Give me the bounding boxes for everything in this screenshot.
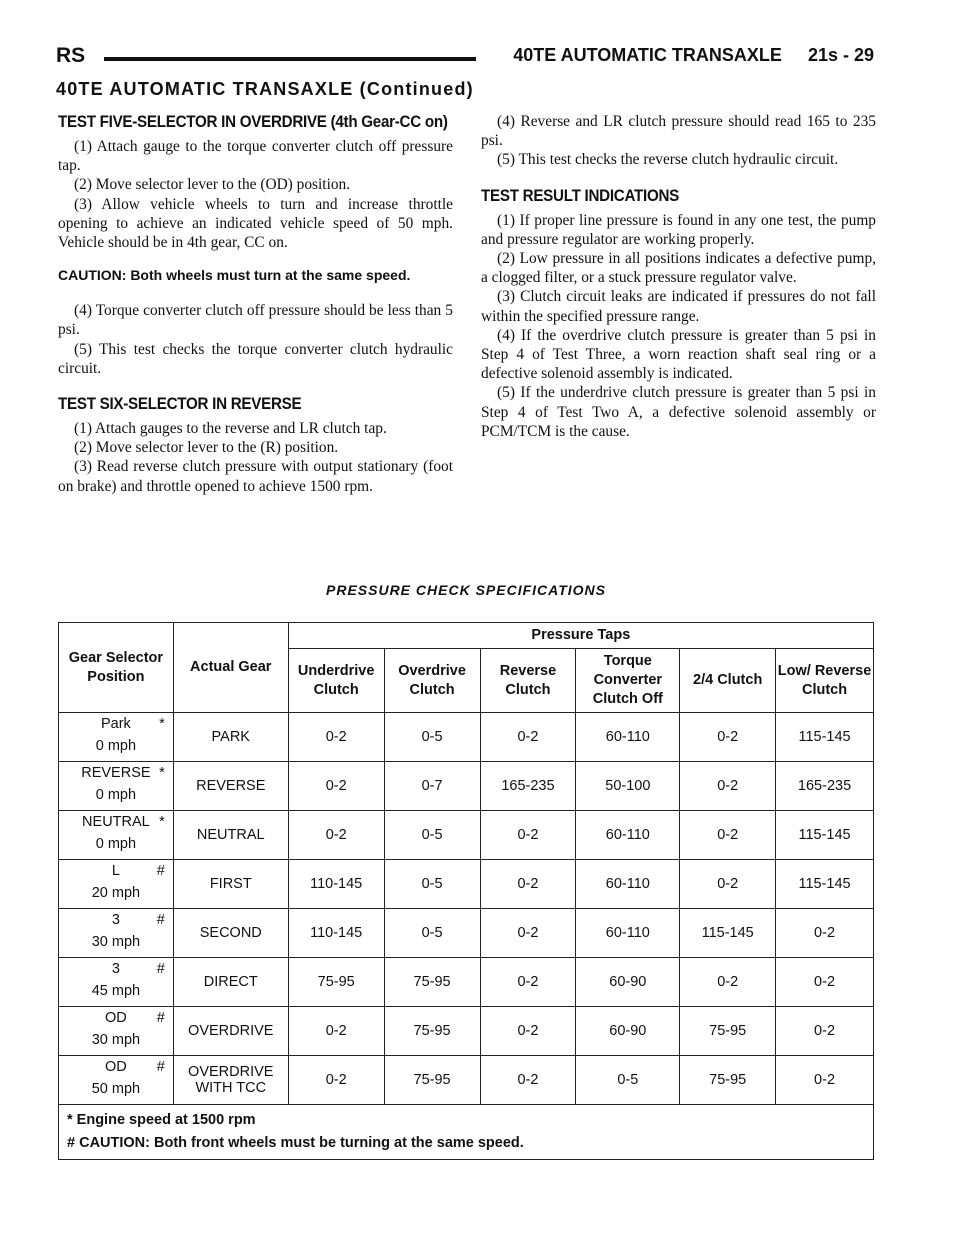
col-header: Torque Converter Clutch Off	[576, 649, 680, 713]
position-speed: 0 mph	[95, 836, 137, 852]
cell-pressure: 75-95	[384, 1007, 480, 1056]
position-name: REVERSE	[81, 765, 151, 781]
position-name: 3	[111, 912, 120, 928]
position-mark: #	[156, 1059, 165, 1075]
cell-pressure: 115-145	[776, 811, 874, 860]
table-row	[59, 909, 874, 958]
col-header: 2/4 Clutch	[680, 649, 776, 713]
continued-heading: 40TE AUTOMATIC TRANSAXLE (Continued)	[56, 79, 474, 99]
cell-pressure: 0-7	[384, 762, 480, 811]
position-speed: 0 mph	[95, 787, 137, 803]
position-speed: 45 mph	[91, 983, 141, 999]
result-item: (4) If the overdrive clutch pressure is greater than 5 psi in Step 4 of Test Three, a worn reaction shaft seal ring or a defective solenoid assembly is indicated.	[481, 326, 876, 383]
cell-position	[59, 1056, 174, 1105]
cell-pressure: 60-110	[576, 811, 680, 860]
cell-pressure: 0-2	[480, 860, 576, 909]
position-name: NEUTRAL	[82, 814, 150, 830]
cell-pressure: 110-145	[288, 909, 384, 958]
cell-pressure: 165-235	[480, 762, 576, 811]
cell-pressure: 115-145	[776, 713, 874, 762]
position-mark: #	[156, 961, 165, 977]
cell-pressure: 60-110	[576, 909, 680, 958]
table-row	[59, 762, 874, 811]
cell-actual-gear: NEUTRAL	[173, 811, 288, 860]
position-mark: #	[156, 1010, 165, 1026]
cell-pressure: 0-2	[480, 1056, 576, 1105]
cell-position	[59, 811, 174, 860]
header-rule	[104, 57, 476, 61]
position-mark: *	[159, 814, 165, 830]
cell-pressure: 0-2	[680, 762, 776, 811]
cell-pressure: 0-5	[384, 860, 480, 909]
cell-actual-gear: OVERDRIVE	[173, 1007, 288, 1056]
step: (5) This test checks the torque converter clutch hydraulic circuit.	[58, 340, 453, 377]
col-header: Overdrive Clutch	[384, 649, 480, 713]
cell-pressure: 75-95	[680, 1056, 776, 1105]
cell-pressure: 0-2	[680, 713, 776, 762]
test-five-heading: TEST FIVE-SELECTOR IN OVERDRIVE (4th Gear-CC on)	[58, 113, 448, 131]
cell-pressure: 60-110	[576, 713, 680, 762]
result-item: (5) If the underdrive clutch pressure is greater than 5 psi in Step 4 of Test Two A, a defective solenoid assembly or PCM/TCM is the cause.	[481, 384, 876, 440]
step: (4) Reverse and LR clutch pressure should read 165 to 235 psi.	[481, 113, 876, 150]
table-row	[59, 860, 874, 909]
left-column	[58, 112, 453, 496]
step: (1) Attach gauges to the reverse and LR clutch tap.	[74, 420, 387, 438]
cell-position	[59, 860, 174, 909]
step: (1) Attach gauge to the torque converter clutch off pressure tap.	[58, 138, 453, 175]
step: (3) Read reverse clutch pressure with output stationary (foot on brake) and throttle opened to achieve 1500 rpm.	[58, 458, 453, 495]
cell-pressure: 75-95	[384, 958, 480, 1007]
cell-pressure: 0-5	[576, 1056, 680, 1105]
position-name: L	[111, 863, 120, 879]
result-item: (2) Low pressure in all positions indicates a defective pump, a clogged filter, or a stuck pressure regulator valve.	[481, 250, 876, 287]
col-header: Low/ Reverse Clutch	[776, 649, 874, 713]
cell-pressure: 165-235	[776, 762, 874, 811]
table-footnotes	[59, 1105, 874, 1160]
cell-pressure: 0-2	[776, 1007, 874, 1056]
col-header-taps: Pressure Taps	[288, 623, 873, 649]
cell-pressure: 0-2	[680, 958, 776, 1007]
position-speed: 0 mph	[95, 738, 137, 754]
cell-position	[59, 1007, 174, 1056]
test-results-heading: TEST RESULT INDICATIONS	[481, 186, 680, 205]
col-header-actual: Actual Gear	[173, 623, 288, 713]
cell-pressure: 0-2	[776, 909, 874, 958]
step: (5) This test checks the reverse clutch hydraulic circuit.	[497, 151, 839, 169]
cell-pressure: 0-2	[480, 1007, 576, 1056]
cell-pressure: 60-90	[576, 958, 680, 1007]
footnote: * Engine speed at 1500 rpm	[67, 1112, 256, 1128]
cell-actual-gear: REVERSE	[173, 762, 288, 811]
cell-actual-gear: SECOND	[173, 909, 288, 958]
header-title	[513, 45, 874, 66]
cell-position	[59, 762, 174, 811]
position-speed: 30 mph	[91, 934, 141, 950]
cell-pressure: 0-2	[776, 958, 874, 1007]
col-header: Reverse Clutch	[480, 649, 576, 713]
cell-pressure: 75-95	[384, 1056, 480, 1105]
cell-pressure: 0-2	[480, 713, 576, 762]
cell-pressure: 75-95	[288, 958, 384, 1007]
cell-pressure: 115-145	[776, 860, 874, 909]
cell-pressure: 0-2	[776, 1056, 874, 1105]
step: (3) Allow vehicle wheels to turn and increase throttle opening to achieve an indicated vehicle speed of 50 mph. Vehicle should be in 4th gear, CC on.	[58, 195, 453, 252]
section-code: RS	[56, 44, 86, 67]
cell-pressure: 0-2	[680, 811, 776, 860]
step: (2) Move selector lever to the (OD) position.	[74, 176, 351, 194]
test-six-heading: TEST SIX-SELECTOR IN REVERSE	[58, 395, 302, 414]
pressure-spec-table	[58, 622, 874, 1160]
col-header: Underdrive Clutch	[288, 649, 384, 713]
cell-actual-gear: DIRECT	[173, 958, 288, 1007]
position-mark: *	[159, 765, 165, 781]
step: (4) Torque converter clutch off pressure should be less than 5 psi.	[58, 302, 453, 339]
position-speed: 30 mph	[91, 1032, 141, 1048]
cell-pressure: 60-90	[576, 1007, 680, 1056]
cell-pressure: 0-5	[384, 909, 480, 958]
cell-pressure: 75-95	[680, 1007, 776, 1056]
cell-pressure: 0-2	[480, 811, 576, 860]
cell-pressure: 0-5	[384, 713, 480, 762]
position-mark: *	[159, 716, 165, 732]
cell-pressure: 0-2	[288, 762, 384, 811]
right-column	[481, 112, 876, 441]
result-item: (1) If proper line pressure is found in any one test, the pump and pressure regulator are working properly.	[481, 211, 876, 248]
cell-pressure: 0-5	[384, 811, 480, 860]
result-item: (3) Clutch circuit leaks are indicated if pressures do not fall within the specified pressure range.	[481, 288, 876, 325]
col-header-gear: Gear Selector Position	[59, 623, 174, 713]
step: (2) Move selector lever to the (R) position.	[74, 439, 339, 457]
position-name: OD	[105, 1010, 127, 1026]
cell-pressure: 0-2	[480, 958, 576, 1007]
cell-pressure: 50-100	[576, 762, 680, 811]
cell-actual-gear: OVERDRIVE WITH TCC	[173, 1056, 288, 1105]
cell-pressure: 0-2	[680, 860, 776, 909]
position-name: 3	[111, 961, 120, 977]
cell-pressure: 60-110	[576, 860, 680, 909]
cell-position	[59, 958, 174, 1007]
table-row	[59, 958, 874, 1007]
cell-pressure: 110-145	[288, 860, 384, 909]
cell-position	[59, 909, 174, 958]
position-name: OD	[105, 1059, 127, 1075]
cell-pressure: 0-2	[288, 1056, 384, 1105]
cell-pressure: 0-2	[480, 909, 576, 958]
table-row	[59, 713, 874, 762]
page-header	[56, 44, 874, 74]
cell-pressure: 0-2	[288, 811, 384, 860]
position-speed: 20 mph	[91, 885, 141, 901]
caution-note: CAUTION: Both wheels must turn at the same speed.	[58, 267, 411, 284]
table-row	[59, 1056, 874, 1105]
cell-pressure: 0-2	[288, 713, 384, 762]
cell-actual-gear: FIRST	[173, 860, 288, 909]
position-mark: #	[156, 863, 165, 879]
cell-position	[59, 713, 174, 762]
page-number: 21s - 29	[807, 45, 874, 65]
cell-pressure: 0-2	[288, 1007, 384, 1056]
header-title-text: 40TE AUTOMATIC TRANSAXLE	[513, 45, 782, 65]
cell-actual-gear: PARK	[173, 713, 288, 762]
table-row	[59, 811, 874, 860]
position-mark: #	[156, 912, 165, 928]
cell-pressure: 115-145	[680, 909, 776, 958]
table-row	[59, 1007, 874, 1056]
footnote: # CAUTION: Both front wheels must be turning at the same speed.	[67, 1135, 524, 1151]
table-title: PRESSURE CHECK SPECIFICATIONS	[326, 582, 606, 598]
position-name: Park	[100, 716, 131, 732]
position-speed: 50 mph	[91, 1081, 141, 1097]
